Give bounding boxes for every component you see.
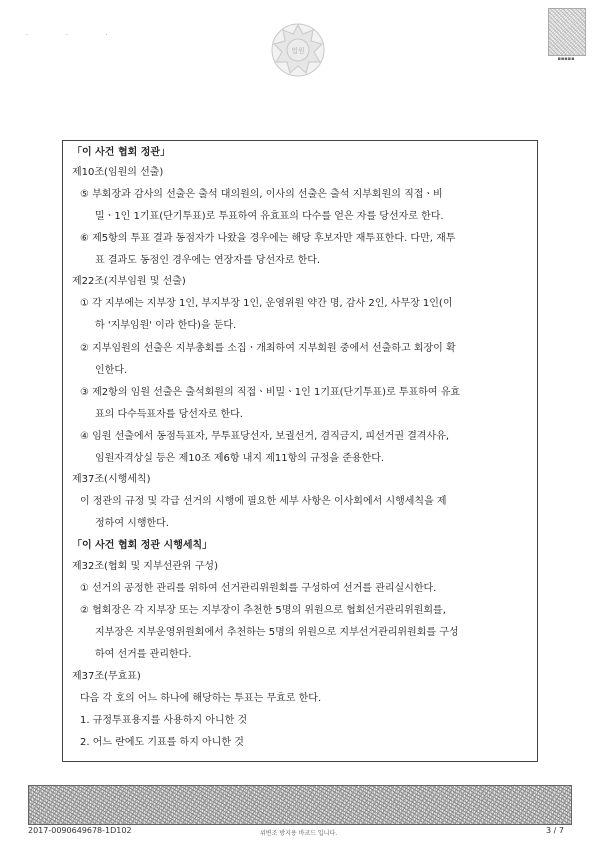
clause-text: 이 정관의 규정 및 각급 선거의 시행에 필요한 세부 사항은 이사회에서 시행세칙을 제 bbox=[80, 496, 447, 507]
list-item: 1. 규정투표용지를 사용하지 아니한 것 bbox=[80, 715, 248, 726]
qr-caption: ▪▪▪▪▪ bbox=[557, 56, 575, 62]
clause-text: 표의 다수득표자를 당선자로 한다. bbox=[95, 409, 243, 420]
list-item: 2. 어느 란에도 기표를 하지 아니한 것 bbox=[80, 737, 244, 748]
clause-text: 지부장은 지부운영위원회에서 추천하는 5명의 위원으로 지부선거관리위원회를 구성 bbox=[95, 627, 459, 638]
clause-text: ⑥ 제5항의 투표 결과 동점자가 나왔을 경우에는 해당 후보자만 재투표한다. 다만, 재투 bbox=[80, 233, 456, 244]
clause-text: 정하여 시행한다. bbox=[95, 518, 169, 529]
clause-text: 표 결과도 동점인 경우에는 연장자를 당선자로 한다. bbox=[95, 255, 321, 266]
clause-text: ① 선거의 공정한 관리를 위하여 선거관리위원회를 구성하여 선거를 관리실시한다. bbox=[80, 583, 437, 594]
clause-text: ④ 임원 선출에서 동점득표자, 무투표당선자, 보궐선거, 겸직금지, 피선거권 결격사유, bbox=[80, 431, 450, 442]
barcode-notice: 위변조 방지용 바코드 입니다. bbox=[260, 830, 338, 837]
verification-qr-code bbox=[548, 8, 586, 56]
clause-text: ⑤ 부회장과 감사의 선출은 출석 대의원의, 이사의 선출은 출석 지부회원의 직접ㆍ비 bbox=[80, 189, 443, 200]
clause-text: 하 '지부임원' 이라 한다)을 둔다. bbox=[95, 320, 237, 331]
page-number: 3 / 7 bbox=[546, 826, 564, 835]
clause-text: 임원자격상실 등은 제10조 제6항 내지 제11항의 규정을 준용한다. bbox=[95, 453, 385, 464]
anti-forgery-barcode bbox=[28, 785, 572, 825]
clause-text: 밀ㆍ1인 1기표(단기투표)로 투표하여 유효표의 다수를 얻은 자를 당선자로 한다. bbox=[95, 211, 444, 222]
document-id: 2017-0090649678-1D102 bbox=[28, 826, 132, 835]
article-title: 제22조(지부임원 및 선출) bbox=[72, 276, 186, 287]
clause-text: ② 협회장은 각 지부장 또는 지부장이 추천한 5명의 위원으로 협회선거관리위원회를, bbox=[80, 605, 446, 616]
clause-text: ② 지부임원의 선출은 지부총회를 소집ㆍ개최하여 지부회원 중에서 선출하고 회장이 확 bbox=[80, 343, 456, 354]
section-heading: 「이 사건 협회 정관」 bbox=[72, 147, 171, 158]
article-title: 제37조(무효표) bbox=[72, 671, 141, 682]
article-title: 제37조(시행세칙) bbox=[72, 474, 151, 485]
clause-text: 하여 선거를 관리한다. bbox=[95, 649, 192, 660]
clause-text: 인한다. bbox=[95, 365, 128, 376]
svg-text:법원: 법원 bbox=[291, 47, 305, 55]
section-heading: 「이 사건 협회 정관 시행세칙」 bbox=[72, 540, 213, 551]
article-title: 제32조(협회 및 지부선관위 구성) bbox=[72, 561, 218, 572]
article-title: 제10조(임원의 선출) bbox=[72, 167, 164, 178]
scan-specks: · · · bbox=[26, 32, 126, 39]
court-emblem bbox=[270, 22, 326, 78]
clause-text: ③ 제2항의 임원 선출은 출석회원의 직접ㆍ비밀ㆍ1인 1기표(단기투표)로 투표하여 유효 bbox=[80, 387, 461, 398]
clause-text: ① 각 지부에는 지부장 1인, 부지부장 1인, 운영위원 약간 명, 감사 2인, 사무장 1인(이 bbox=[80, 298, 453, 309]
clause-text: 다음 각 호의 어느 하나에 해당하는 투표는 무효로 한다. bbox=[80, 693, 322, 704]
